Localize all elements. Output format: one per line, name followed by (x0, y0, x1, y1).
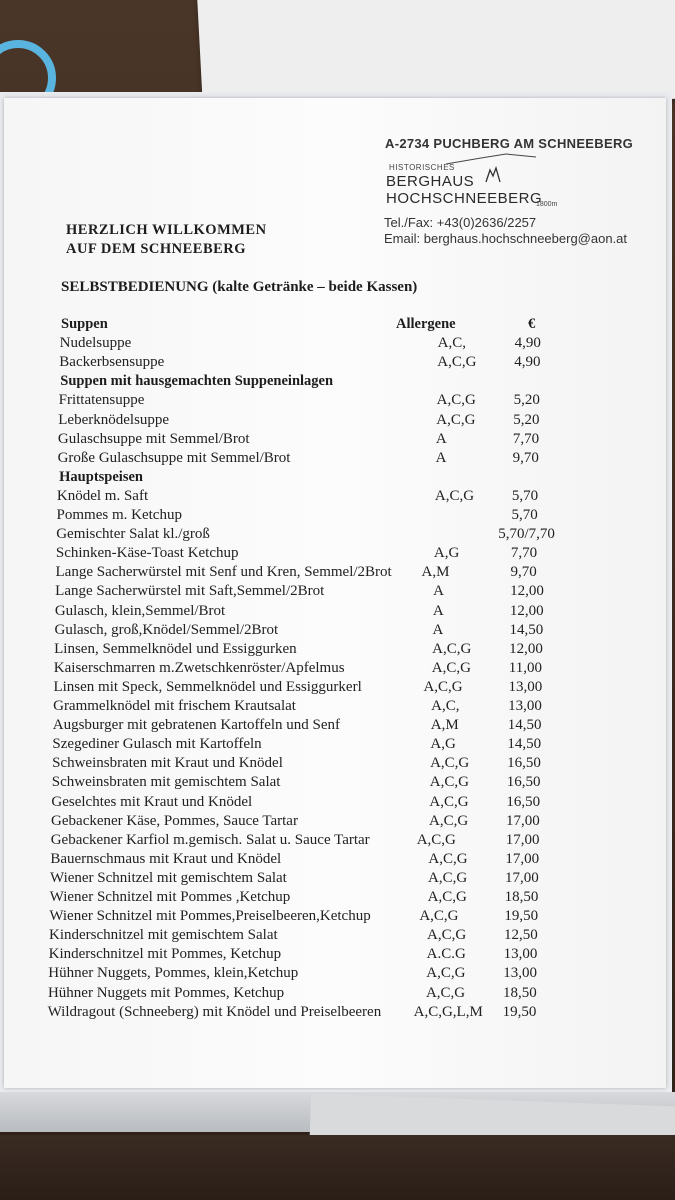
item-price: 12,00 (509, 602, 544, 619)
item-price: 16,50 (507, 755, 541, 772)
menu-item (59, 392, 579, 412)
item-name: Backerbsensuppe (59, 354, 165, 371)
item-allergens: A,C,G (428, 869, 468, 886)
menu-item (58, 412, 578, 432)
phone: Tel./Fax: +43(0)2636/2257 (384, 215, 537, 230)
section-title: Suppen mit hausgemachten Suppeneinlagen (60, 373, 334, 390)
item-name: Gebackener Karfiol m.gemisch. Salat u. Sauce Tartar (50, 831, 370, 848)
address: A-2734 PUCHBERG AM SCHNEEBERG (385, 136, 634, 151)
item-name: Wiener Schnitzel mit Pommes ,Ketchup (49, 889, 291, 905)
email: Email: berghaus.hochschneeberg@aon.at (384, 231, 628, 246)
menu-item (50, 889, 570, 909)
menu-item (58, 450, 578, 470)
menu-item (56, 526, 576, 546)
menu-item (54, 622, 574, 642)
tablecloth (0, 1135, 675, 1200)
item-price: 12,00 (509, 640, 543, 657)
item-price: 16,50 (506, 793, 541, 810)
section-title: Hauptspeisen (59, 468, 143, 485)
item-allergens: A,C,G (423, 678, 463, 695)
item-price: 14,50 (507, 717, 542, 734)
item-name: Lange Sacherwürstel mit Senf und Kren, Semmel/2Brot (55, 564, 392, 581)
item-price: 7,70 (512, 430, 540, 447)
item-allergens: A,M (421, 564, 450, 581)
item-price: 5,20 (513, 392, 540, 409)
menu-item (55, 603, 575, 623)
item-name: Gulasch, groß,Knödel/Semmel/2Brot (54, 621, 279, 638)
item-allergens: A,C,G (428, 850, 468, 867)
item-name: Grammelknödel mit frischem Krautsalat (53, 698, 296, 714)
item-price: 12,00 (510, 583, 544, 600)
item-name: Schweinsbraten mit gemischtem Salat (51, 774, 281, 791)
price-column-header: € (528, 316, 536, 332)
item-name: Frittatensuppe (58, 392, 145, 409)
item-allergens: A,C,G (425, 984, 466, 1001)
menu-item (55, 583, 575, 603)
item-allergens: A,C, (437, 335, 466, 352)
item-price: 5,70 (511, 507, 538, 523)
item-name: Schweinsbraten mit Kraut und Knödel (52, 755, 283, 772)
item-allergens: A,C, (431, 698, 460, 714)
menu-item (53, 679, 573, 699)
item-price: 13,00 (503, 946, 538, 963)
item-name: Knödel m. Saft (56, 487, 149, 504)
item-price: 9,70 (512, 449, 539, 466)
item-allergens: A,C,G (437, 354, 477, 371)
item-name: Wiener Schnitzel mit gemischtem Salat (50, 869, 287, 886)
item-allergens: A,C,G (429, 793, 469, 810)
item-price: 14,50 (509, 621, 544, 638)
item-name: Szegediner Gulasch mit Kartoffeln (52, 736, 262, 753)
menu-item (56, 545, 576, 565)
item-allergens: A,C,G,L,M (413, 1003, 483, 1020)
item-allergens: A,C,G (426, 927, 467, 944)
item-price: 7,70 (510, 545, 538, 562)
item-price: 13,00 (508, 698, 542, 714)
item-allergens: A.C.G (426, 946, 466, 963)
item-allergens: A,C,G (426, 965, 466, 982)
item-name: Schinken-Käse-Toast Ketchup (55, 545, 239, 562)
section-title: Suppen (61, 316, 108, 332)
berghaus-logo (386, 152, 566, 212)
item-name: Große Gulaschsuppe mit Semmel/Brot (57, 449, 291, 466)
item-allergens: A,C,G (432, 640, 472, 657)
item-price: 19,50 (502, 1003, 537, 1020)
menu-item (51, 794, 571, 814)
menu-item (56, 564, 576, 584)
item-name: Gulasch, klein,Semmel/Brot (54, 602, 226, 619)
item-name: Gebackener Käse, Pommes, Sauce Tartar (51, 812, 298, 829)
item-name: Linsen mit Speck, Semmelknödel und Essiggurkerl (53, 678, 362, 695)
item-price: 5,70 (511, 487, 539, 504)
item-allergens: A,G (433, 545, 460, 562)
item-price: 9,70 (510, 564, 537, 581)
item-name: Kaiserschmarren m.Zwetschkenröster/Apfelmus (53, 659, 345, 676)
item-name: Augsburger mit gebratenen Kartoffeln und Senf (52, 717, 341, 734)
item-name: Leberknödelsuppe (58, 411, 170, 428)
item-allergens: A,G (430, 736, 456, 753)
item-name: Linsen, Semmelknödel und Essiggurken (54, 640, 297, 657)
item-name: Wildragout (Schneeberg) mit Knödel und Preiselbeeren (47, 1003, 382, 1020)
menu-item (49, 946, 569, 966)
menu-item (51, 832, 571, 852)
item-name: Nudelsuppe (59, 335, 132, 352)
item-name: Kinderschnitzel mit Pommes, Ketchup (48, 946, 282, 963)
menu-item (58, 431, 578, 451)
section-header-suppen (61, 316, 536, 333)
item-allergens: A (432, 602, 444, 619)
item-allergens: A,C,G (436, 411, 476, 428)
menu-item (48, 1004, 568, 1024)
item-name: Pommes m. Ketchup (56, 507, 182, 523)
item-price: 17,00 (505, 869, 539, 886)
menu-item (54, 660, 574, 680)
item-price: 18,50 (502, 984, 537, 1001)
item-name: Gemischter Salat kl./groß (56, 526, 210, 543)
welcome-line-1: HERZLICH WILLKOMMEN (66, 222, 267, 238)
service-title: SELBSTBEDIENUNG (kalte Getränke – beide Kassen) (61, 279, 418, 295)
item-allergens: A,C,G (430, 755, 470, 772)
item-allergens: A,C,G (416, 831, 456, 848)
logo-altitude: 1800m (536, 201, 558, 208)
item-price: 18,50 (504, 889, 539, 905)
item-price: 14,50 (507, 736, 542, 753)
item-price: 13,00 (508, 678, 543, 695)
item-allergens: A,C,G (429, 774, 469, 791)
item-name: Lange Sacherwürstel mit Saft,Semmel/2Brot (55, 583, 325, 600)
item-price: 17,00 (505, 850, 540, 867)
item-price: 17,00 (506, 812, 540, 829)
item-name: Bauernschmaus mit Kraut und Knödel (50, 850, 282, 867)
menu-item (49, 927, 569, 947)
menu-item (50, 870, 570, 890)
menu-item (48, 985, 568, 1005)
item-name: Kinderschnitzel mit gemischtem Salat (48, 927, 278, 944)
item-allergens: A,C,G (419, 908, 459, 925)
menu-item (49, 908, 569, 928)
menu-item (59, 354, 579, 374)
menu-item (52, 774, 572, 794)
menu-item (52, 736, 572, 756)
menu-item (53, 717, 573, 737)
item-allergens: A,M (430, 717, 459, 734)
menu-item (50, 851, 570, 871)
item-allergens: A (432, 621, 444, 638)
item-allergens: A,C,G (436, 392, 476, 409)
menu-item (52, 755, 572, 775)
menu-item (57, 488, 577, 508)
menu-item (60, 335, 580, 355)
item-name: Wiener Schnitzel mit Pommes,Preiselbeeren,Ketchup (49, 908, 371, 925)
item-price: 5,70/7,70 (498, 526, 555, 543)
logo-line-1: BERGHAUS (386, 173, 475, 190)
allergens-column-header: Allergene (396, 316, 456, 332)
item-price: 11,00 (508, 659, 542, 676)
item-price: 13,00 (503, 965, 538, 982)
logo-small-text: HISTORISCHES (389, 163, 455, 172)
item-allergens: A (435, 430, 447, 447)
item-allergens: A,C,G (427, 889, 467, 905)
item-allergens: A (435, 449, 447, 466)
item-name: Gulaschsuppe mit Semmel/Brot (57, 430, 250, 447)
item-price: 19,50 (504, 908, 539, 925)
item-allergens: A,C,G (429, 812, 469, 829)
welcome-line-2: AUF DEM SCHNEEBERG (66, 241, 247, 257)
welcome-heading (66, 221, 267, 259)
menu-item (48, 965, 568, 985)
item-allergens: A,C,G (434, 487, 475, 504)
item-price: 4,90 (514, 335, 541, 352)
item-name: Hühner Nuggets mit Pommes, Ketchup (47, 984, 285, 1001)
item-price: 17,00 (505, 831, 540, 848)
item-price: 4,90 (514, 354, 541, 371)
menu-item (57, 507, 577, 527)
item-price: 5,20 (513, 411, 540, 428)
menu-item (51, 813, 571, 833)
item-price: 16,50 (506, 774, 541, 791)
item-name: Geselchtes mit Kraut und Knödel (51, 793, 253, 810)
item-price: 12,50 (503, 927, 538, 944)
item-allergens: A (433, 583, 445, 600)
item-allergens: A,C,G (431, 659, 471, 676)
item-name: Hühner Nuggets, Pommes, klein,Ketchup (48, 965, 299, 982)
logo-line-2: HOCHSCHNEEBERG (386, 190, 543, 207)
menu-item (53, 698, 573, 718)
menu-item (54, 641, 574, 661)
